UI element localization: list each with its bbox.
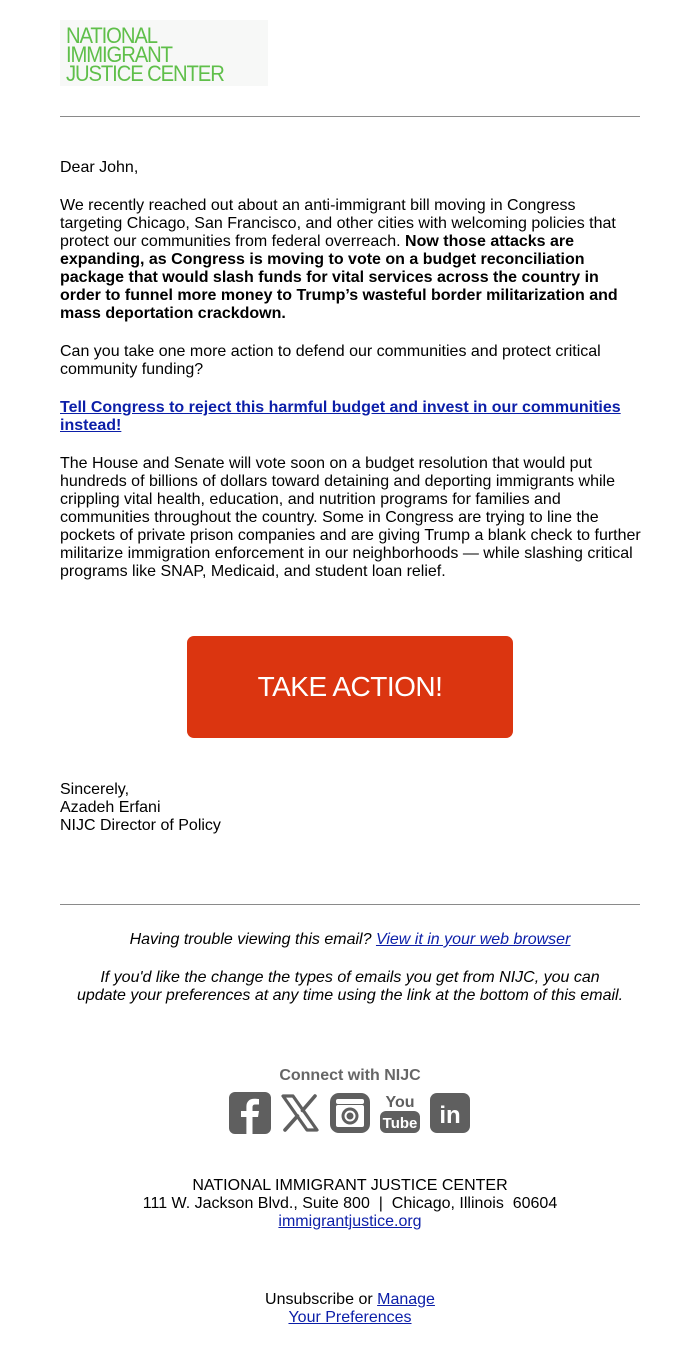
or-text: or: [358, 1291, 373, 1308]
manage-link[interactable]: Manage: [377, 1291, 435, 1308]
org-name: NATIONAL IMMIGRANT JUSTICE CENTER: [192, 1177, 508, 1194]
intro-paragraph: [60, 197, 642, 323]
logo-line-2: IMMIGRANT: [66, 42, 172, 67]
prefs-line-1: If you'd like the change the types of emails you get from NIJC, you can: [100, 969, 600, 986]
header-divider: [60, 116, 640, 117]
your-preferences-link[interactable]: Your Preferences: [288, 1309, 412, 1326]
linkedin-icon[interactable]: [429, 1092, 471, 1134]
x-twitter-icon[interactable]: [279, 1092, 321, 1134]
trouble-text: Having trouble viewing this email?: [129, 931, 372, 948]
org-address: 111 W. Jackson Blvd., Suite 800 | Chicago, Illinois 60604: [142, 1195, 558, 1212]
youtube-you-text: You: [385, 1094, 415, 1111]
closing: Sincerely,: [60, 781, 130, 798]
unsubscribe-text[interactable]: Unsubscribe: [265, 1291, 354, 1308]
signer-name: Azadeh Erfani: [60, 799, 161, 816]
nijc-logo: [60, 20, 268, 86]
logo-line-3: JUSTICE CENTER: [66, 61, 224, 86]
logo-line-1: NATIONAL: [66, 23, 157, 48]
intro-text: We recently reached out about an anti-immigrant bill moving in Congress targeting Chicago, San Francisco, and other cities with welcoming policies that protect our communities from federal overreach.: [60, 197, 616, 250]
connect-heading: Connect with NIJC: [279, 1067, 421, 1084]
prefs-line-2: update your preferences at any time using the link at the bottom of this email.: [76, 987, 624, 1004]
tell-congress-link[interactable]: Tell Congress to reject this harmful budget and invest in our communities instead!: [60, 399, 621, 434]
signer-title: NIJC Director of Policy: [60, 817, 221, 834]
facebook-icon[interactable]: [229, 1092, 271, 1134]
ask-paragraph: Can you take one more action to defend our communities and protect critical community funding?: [60, 343, 601, 378]
social-links: [229, 1092, 471, 1134]
footer-divider: [60, 904, 640, 905]
linkedin-in-text: in: [439, 1102, 461, 1129]
take-action-button[interactable]: TAKE ACTION!: [187, 636, 513, 738]
website-line: [0, 1213, 700, 1231]
youtube-tube-text: Tube: [382, 1115, 418, 1132]
preferences-line: [0, 1309, 700, 1327]
details-paragraph: The House and Senate will vote soon on a budget resolution that would put hundreds of billions of dollars toward detaining and deporting immigrants while crippling vital health, education, and nutrition programs for families and communities throughout the country. Some in Congress are trying to line the pockets of private prison companies and are giving Trump a blank check to further militarize immigration enforcement in our neighborhoods — while slashing critical programs like SNAP, Medicaid, and student loan relief.: [60, 455, 641, 580]
website-link[interactable]: immigrantjustice.org: [278, 1213, 422, 1230]
youtube-icon[interactable]: [379, 1092, 421, 1134]
instagram-icon[interactable]: [329, 1092, 371, 1134]
action-paragraph: [60, 399, 642, 435]
web-browser-link[interactable]: View it in your web browser: [375, 931, 571, 948]
intro-bold-text: Now those attacks are expanding, as Congress is moving to vote on a budget reconciliation package that would slash funds for vital services across the country in order to funnel more money to Trump’s wasteful border militarization and mass deportation crackdown.: [60, 233, 618, 322]
greeting: Dear John,: [60, 159, 139, 176]
trouble-line: [0, 931, 700, 949]
unsubscribe-line: [0, 1291, 700, 1309]
